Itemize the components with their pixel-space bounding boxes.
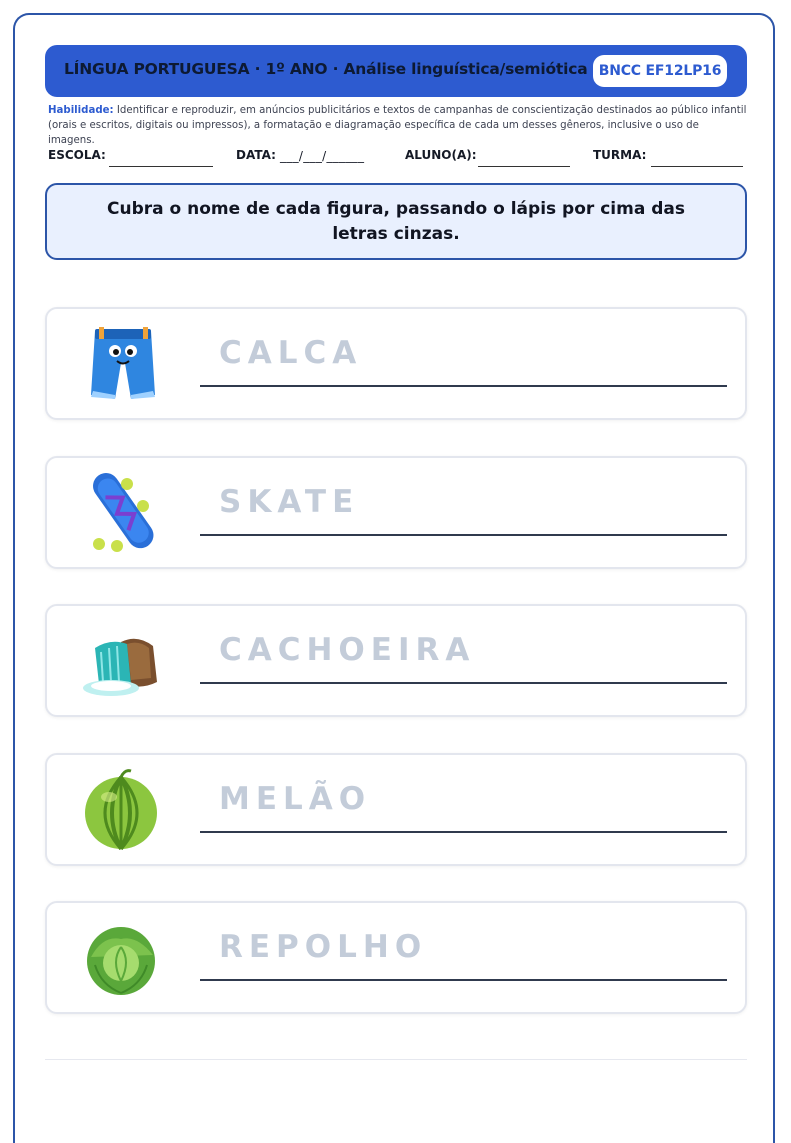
- turma-field[interactable]: [651, 166, 743, 167]
- trace-line[interactable]: [200, 385, 727, 387]
- trace-card: [45, 753, 747, 866]
- instruction-box: [45, 183, 747, 260]
- bncc-badge: BNCC EF12LP16: [593, 55, 727, 87]
- trace-word: CACHOEIRA: [219, 632, 476, 668]
- escola-label: ESCOLA:: [48, 148, 106, 162]
- habilidade-label: Habilidade:: [48, 105, 114, 116]
- trace-card: [45, 604, 747, 717]
- waterfall-icon: [81, 618, 165, 702]
- footer-divider: [45, 1059, 747, 1060]
- trace-card: [45, 901, 747, 1014]
- data-label: DATA:: [236, 148, 276, 162]
- trace-card: [45, 456, 747, 569]
- escola-field[interactable]: [109, 166, 213, 167]
- trace-word: CALCA: [219, 335, 363, 371]
- trace-word: SKATE: [219, 484, 360, 520]
- turma-label: TURMA:: [593, 148, 647, 162]
- trace-line[interactable]: [200, 534, 727, 536]
- trace-line[interactable]: [200, 979, 727, 981]
- aluno-field[interactable]: [478, 166, 570, 167]
- header-bar: [45, 45, 747, 97]
- trace-card: [45, 307, 747, 420]
- aluno-label: ALUNO(A):: [405, 148, 477, 162]
- habilidade-description: Identificar e reproduzir, em anúncios publicitários e textos de campanhas de conscientização destinados ao público infantil (orais e escritos, digitais ou impressos), a formatação e diagramação específica de cada um desses gêneros, inclusive o uso de imagens.: [48, 105, 747, 146]
- melon-icon: [81, 767, 165, 851]
- student-fields: [48, 148, 748, 170]
- trace-word: MELÃO: [219, 781, 372, 817]
- trace-line[interactable]: [200, 831, 727, 833]
- skateboard-icon: [81, 470, 165, 554]
- header-title: LÍNGUA PORTUGUESA · 1º ANO · Análise linguística/semiótica: [64, 60, 588, 78]
- cabbage-icon: [81, 915, 165, 999]
- shorts-icon: [81, 321, 165, 405]
- data-field[interactable]: ___/___/______: [280, 149, 365, 163]
- habilidade-text: [48, 103, 748, 148]
- instruction-text: Cubra o nome de cada figura, passando o lápis por cima das letras cinzas.: [107, 198, 685, 244]
- trace-line[interactable]: [200, 682, 727, 684]
- trace-word: REPOLHO: [219, 929, 428, 965]
